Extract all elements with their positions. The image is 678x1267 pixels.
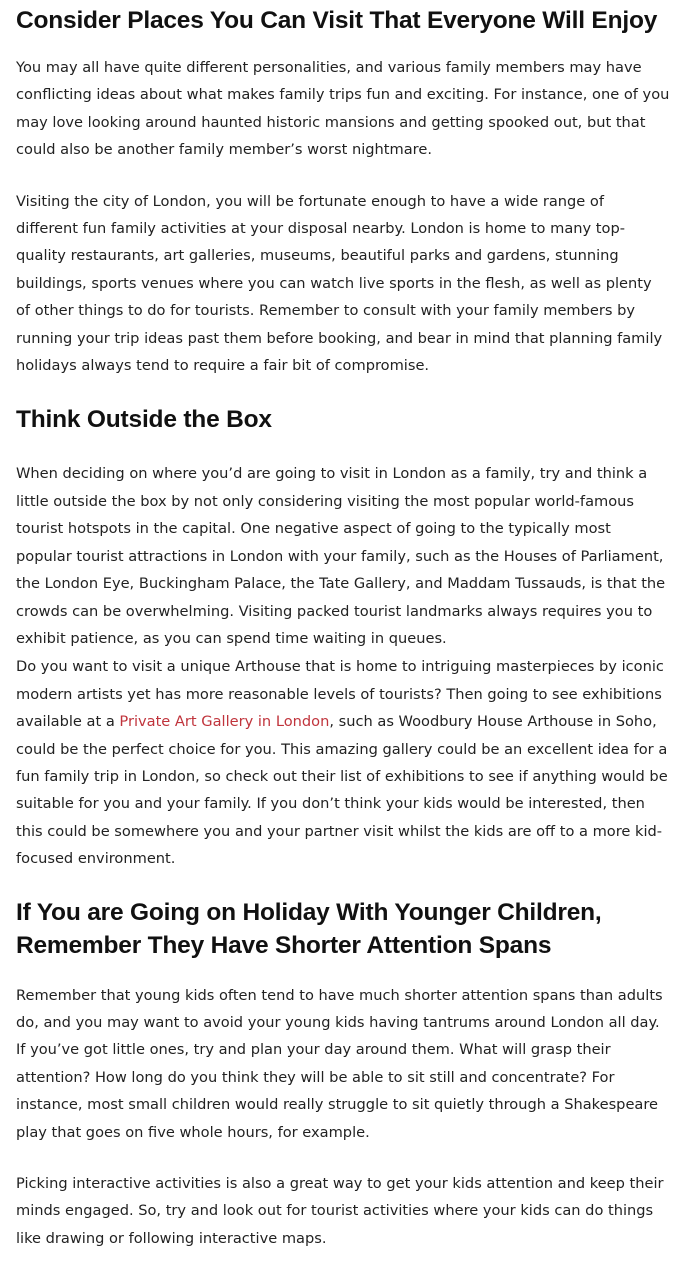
paragraph-interactive-activities: Picking interactive activities is also a great way to get your kids attention and keep their minds engaged. So, try and look out for tourist activities where your kids can do things like drawing or following interactive maps. xyxy=(16,1175,664,1247)
private-art-gallery-link[interactable]: Private Art Gallery in London xyxy=(119,713,330,731)
section-heading-outside-the-box: Think Outside the Box xyxy=(16,406,272,434)
paragraph-attention-spans: Remember that young kids often tend to have much shorter attention spans than adults do, and you may want to avoid your young kids having tantrums around London all day. If you’ve got little ones, try and plan your day around them. What will grasp their attention? How long do you think they will be able to sit still and concentrate? For instance, most small children would really struggle to sit quietly through a Shakespeare play that goes on five whole hours, for example. xyxy=(16,986,663,1141)
paragraph-arthouse xyxy=(16,653,670,872)
section-heading-younger-children: If You are Going on Holiday With Younger Children, Remember They Have Shorter Attention Spans xyxy=(16,898,602,959)
arthouse-text-after-link: , such as Woodbury House Arthouse in Soho, could be the perfect choice for you. This amazing gallery could be an excellent idea for a fun family trip in London, so check out their list of exhibitions to see if anything would be suitable for you and your family. If you don’t think your kids would be interested, then this could be somewhere you and your partner visit whilst the kids are off to a more kid-focused environment. xyxy=(16,713,668,868)
section-heading-consider-places: Consider Places You Can Visit That Everyone Will Enjoy xyxy=(16,7,658,34)
paragraph-popular-attractions: When deciding on where you’d are going to visit in London as a family, try and think a little outside the box by not only considering visiting the most popular world-famous tourist hotspots in the capital. One negative aspect of going to the typically most popular tourist attractions in London with your family, such as the Houses of Parliament, the London Eye, Buckingham Palace, the Tate Gallery, and Maddam Tussauds, is that the crowds can be overwhelming. Visiting packed tourist landmarks always requires you to exhibit patience, as you can spend time waiting in queues. xyxy=(16,465,666,647)
paragraph-visiting-london: Visiting the city of London, you will be fortunate enough to have a wide range of different fun family activities at your disposal nearby. London is home to many top-quality restaurants, art galleries, museums, beautiful parks and gardens, stunning buildings, sports venues where you can watch live sports in the flesh, as well as plenty of other things to do for tourists. Remember to consult with your family members by running your trip ideas past them before booking, and bear in mind that planning family holidays always tend to require a fair bit of compromise. xyxy=(16,192,663,375)
paragraph-personalities: You may all have quite different personalities, and various family members may have conflicting ideas about what makes family trips fun and exciting. For instance, one of you may love looking around haunted historic mansions and getting spooked out, but that could also be another family member’s worst nightmare. xyxy=(16,59,670,159)
article-body xyxy=(16,0,670,1252)
arthouse-text-before-link: Do you want to visit a unique Arthouse that is home to intriguing masterpieces by iconic modern artists yet has more reasonable levels of tourists? Then going to see exhibitions available at a xyxy=(16,658,664,731)
